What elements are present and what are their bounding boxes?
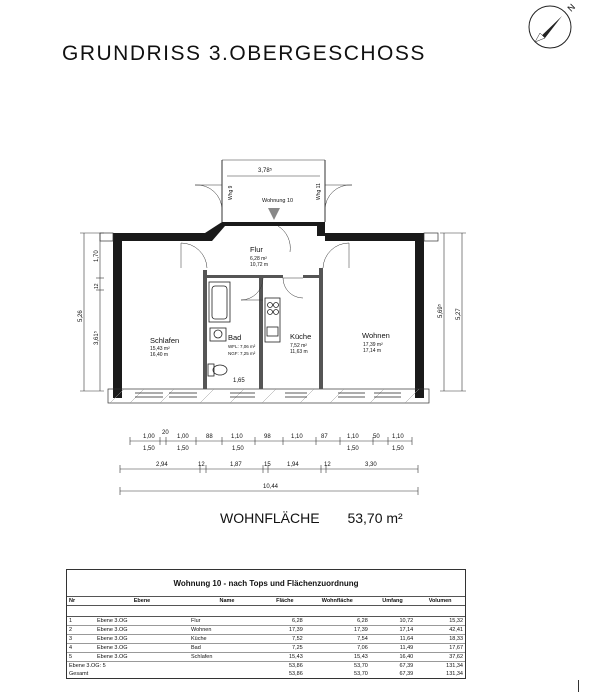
room-area-schlafen: 15,43 m² (150, 346, 170, 352)
table-row (67, 617, 465, 626)
dim-row1-label: 20 (162, 430, 169, 436)
table-header-row (67, 597, 465, 606)
compass-icon (529, 2, 577, 48)
cell: 131,34 (446, 671, 463, 677)
cell: 6,28 (305, 617, 370, 626)
cell: 7,54 (305, 635, 370, 644)
unit-entrance-marker (268, 208, 280, 220)
table-row (67, 626, 465, 635)
cell: 15,43 (305, 653, 370, 662)
table-total-row (67, 670, 465, 678)
cell: Ebene 3.OG: 5 (69, 663, 106, 669)
cell: 53,70 (354, 663, 368, 669)
dim-left-top: 1,70 (94, 250, 100, 262)
cell: 17,39 (305, 626, 370, 635)
page-edge-marker (578, 680, 579, 692)
dim-row2-label: 15 (264, 462, 271, 468)
cell: 1 (67, 617, 95, 626)
room-name-kueche: Küche (290, 332, 312, 341)
dim-row1-bottom-label: 1,50 (232, 446, 244, 452)
compass-label: N (565, 1, 578, 14)
wall-hatching (110, 389, 419, 403)
wall-extensions (100, 233, 438, 403)
cell: 5 (67, 653, 95, 662)
cell: 53,70 (354, 671, 368, 677)
cell: 6,28 (265, 617, 305, 626)
table-row (67, 635, 465, 644)
dim-row2-label: 3,30 (365, 462, 377, 468)
dim-row1-bottom-label: 1,50 (177, 446, 189, 452)
room-perimeter-wohnen: 17,14 m (363, 348, 382, 354)
cell: 15,43 (265, 653, 305, 662)
cell: Ebene 3.OG (95, 653, 189, 662)
dim-row1-label: 50 (373, 434, 380, 440)
cell: 10,72 (370, 617, 415, 626)
dim-left-small: 12 (94, 283, 100, 289)
unit-label: Wohnung 10 (262, 198, 294, 204)
room-area-bad: WFL: 7,06 m² (228, 344, 256, 349)
col-header-nr: Nr (67, 597, 95, 606)
room-perimeter-bad: NGF: 7,25 m² (228, 351, 256, 356)
cell: 15,32 (415, 617, 465, 626)
cell: 7,25 (265, 644, 305, 653)
windows (135, 393, 401, 397)
area-table-caption: Wohnung 10 - nach Tops und Flächenzuordnung (67, 570, 465, 597)
room-area-flur: 6,28 m² (250, 256, 267, 262)
living-area-summary (220, 510, 403, 526)
dim-row2-label: 2,94 (156, 462, 168, 468)
living-area-value: 53,70 m² (347, 510, 403, 526)
dim-row1-label: 98 (264, 434, 271, 440)
cell: Ebene 3.OG (95, 635, 189, 644)
dim-row1-label: 1,10 (392, 434, 404, 440)
cell: Flur (189, 617, 265, 626)
dim-row1-bottom-labels (143, 446, 404, 452)
living-area-label: WOHNFLÄCHE (220, 510, 320, 526)
cell: 17,14 (370, 626, 415, 635)
dim-row2-label: 12 (198, 462, 205, 468)
dim-row1-label: 1,00 (143, 434, 155, 440)
room-name-bad: Bad (228, 333, 242, 342)
dim-row1-bottom-label: 1,50 (143, 446, 155, 452)
kitchen-counter (265, 298, 280, 342)
cell: Schlafen (189, 653, 265, 662)
table-subtotal-row (67, 662, 465, 671)
dim-row1-bottom-label: 1,50 (347, 446, 359, 452)
table-row (67, 653, 465, 662)
col-header-wohnflaeche: Wohnfläche (305, 597, 370, 606)
cell: 53,86 (288, 671, 303, 677)
table-spacer-row (67, 606, 465, 617)
room-name-flur: Flur (250, 245, 263, 254)
cell: 3 (67, 635, 95, 644)
dim-row1-label: 88 (206, 434, 213, 440)
col-header-ebene: Ebene (95, 597, 189, 606)
dim-left-inner: 3,61⁵ (94, 330, 100, 345)
dim-row2-label: 12 (324, 462, 331, 468)
room-perimeter-kueche: 11,63 m (290, 349, 308, 355)
dim-row2-label: 1,94 (287, 462, 299, 468)
room-perimeter-flur: 10,72 m (250, 262, 269, 268)
dim-row2-label: 1,87 (230, 462, 242, 468)
room-area-kueche: 7,52 m² (290, 343, 307, 349)
bathtub (209, 282, 230, 322)
dim-total: 10,44 (263, 484, 279, 490)
dim-right-inner: 5,69⁵ (438, 303, 444, 318)
stair-dimension: 3,78⁵ (258, 168, 273, 174)
toilet (208, 364, 227, 376)
cell: 7,52 (265, 635, 305, 644)
dim-row1-label: 1,10 (347, 434, 359, 440)
cell: 42,41 (415, 626, 465, 635)
table-row (67, 644, 465, 653)
dim-right-outer: 5,27 (456, 308, 462, 320)
area-table-grid (67, 597, 465, 678)
cell: 11,64 (370, 635, 415, 644)
cell: 131,34 (446, 663, 463, 669)
cell: Wohnen (189, 626, 265, 635)
cell: Ebene 3.OG (95, 617, 189, 626)
cell: 4 (67, 644, 95, 653)
dim-row1-label: 1,00 (177, 434, 189, 440)
cell: Küche (189, 635, 265, 644)
col-header-name: Name (189, 597, 265, 606)
cell: 2 (67, 626, 95, 635)
cell: Ebene 3.OG (95, 626, 189, 635)
room-name-schlafen: Schlafen (150, 336, 180, 345)
cell: 11,49 (370, 644, 415, 653)
dim-row1-top-labels (143, 430, 404, 440)
cell: 17,39 (265, 626, 305, 635)
col-header-umfang: Umfang (370, 597, 415, 606)
cell: 17,67 (415, 644, 465, 653)
cell: 67,39 (399, 671, 414, 677)
cell: 18,33 (415, 635, 465, 644)
cell: Gesamt (69, 671, 89, 677)
cell: 53,86 (288, 663, 303, 669)
room-perimeter-schlafen: 16,40 m (150, 352, 169, 358)
room-area-wohnen: 17,39 m² (363, 342, 383, 348)
door-label-whg9: Whg 9 (228, 185, 234, 200)
cell: Ebene 3.OG (95, 644, 189, 653)
area-table (66, 569, 466, 679)
col-header-flaeche: Fläche (265, 597, 305, 606)
bad-width-dimension: 1,65 (233, 378, 245, 384)
dim-row1-label: 87 (321, 434, 328, 440)
washbasin (210, 328, 226, 341)
dim-row1-label: 1,10 (231, 434, 243, 440)
cell: 67,39 (399, 663, 414, 669)
col-header-volumen: Volumen (415, 597, 465, 606)
cell: Bad (189, 644, 265, 653)
dim-row1-label: 1,10 (291, 434, 303, 440)
plan-title: GRUNDRISS 3.OBERGESCHOSS (62, 42, 426, 65)
door-label-whg11: Whg 11 (316, 183, 322, 200)
room-name-wohnen: Wohnen (362, 331, 390, 340)
cell: 16,40 (370, 653, 415, 662)
cell: 37,62 (415, 653, 465, 662)
dim-left-outer: 5,26 (78, 310, 84, 322)
dim-row1-bottom-label: 1,50 (392, 446, 404, 452)
cell: 7,06 (305, 644, 370, 653)
dim-row2-labels (156, 462, 377, 468)
